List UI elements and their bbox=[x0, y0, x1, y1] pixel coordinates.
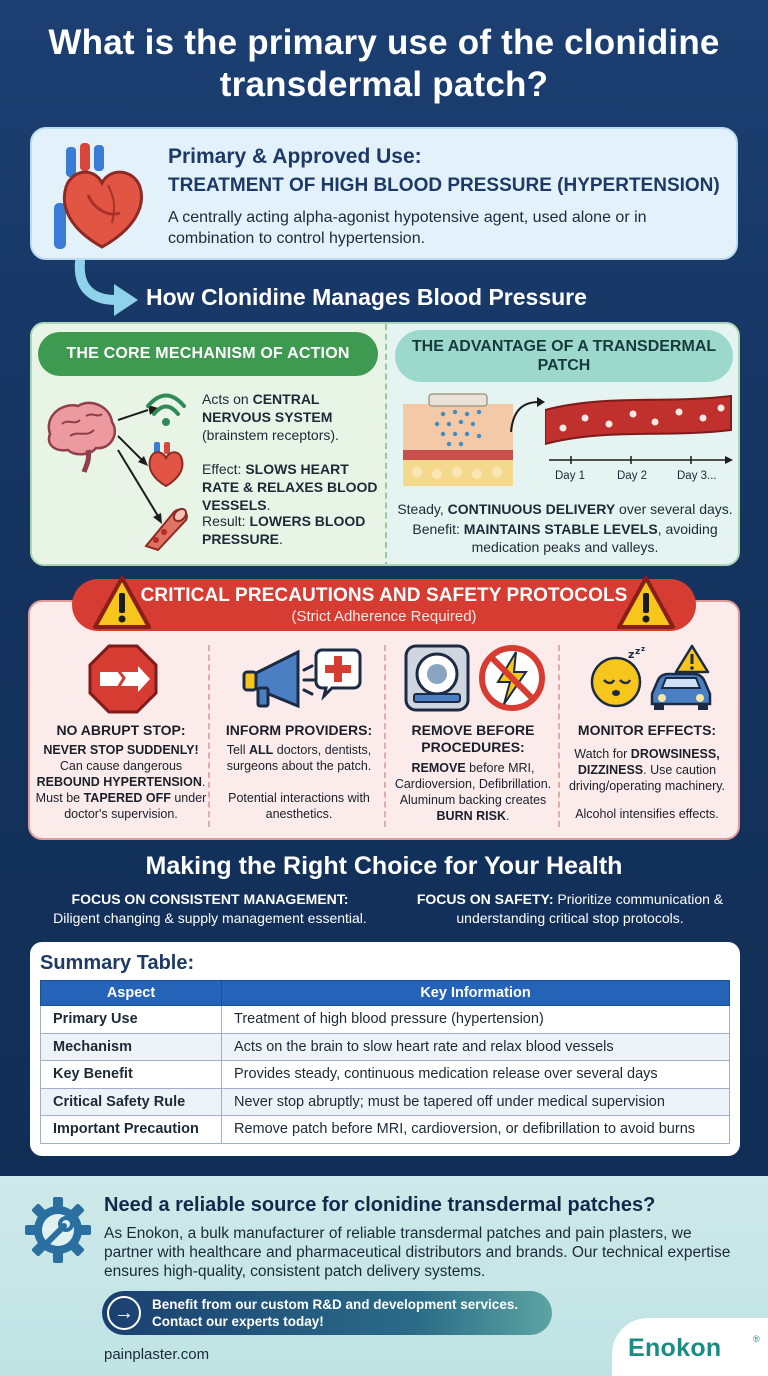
registered-mark: ® bbox=[753, 1334, 760, 1344]
website-link[interactable]: painplaster.com bbox=[104, 1346, 210, 1363]
summary-table bbox=[40, 980, 730, 1144]
cta-heading: Need a reliable source for clonidine transdermal patches? bbox=[104, 1194, 656, 1216]
precaution-body: Tell ALL doctors, dentists, surgeons about the patch. bbox=[226, 743, 372, 773]
skin-patch-icon bbox=[403, 390, 513, 486]
precaution-heading: NO ABRUPT STOP: bbox=[56, 722, 186, 738]
cta-body: As Enokon, a bulk manufacturer of reliable transdermal patches and pain plasters, we partner with healthcare and pharmaceutical distributors and brands. Our technical expertise ensures high-quality, consistent patch delivery systems. bbox=[104, 1225, 731, 1280]
primary-use-card bbox=[30, 127, 738, 260]
summary-card bbox=[30, 942, 740, 1156]
day-label-2: Day 2 bbox=[617, 470, 648, 482]
table-row bbox=[41, 1033, 730, 1061]
table-cell: Key Benefit bbox=[41, 1061, 222, 1089]
precautions-subtitle: (Strict Adherence Required) bbox=[291, 608, 477, 625]
car-warning-icon bbox=[646, 644, 716, 712]
table-cell: Provides steady, continuous medication release over several days bbox=[222, 1061, 730, 1089]
mechanism-step-3: Result: LOWERS BLOOD PRESSURE. bbox=[202, 513, 366, 547]
arrow-right-icon: → bbox=[107, 1296, 141, 1330]
core-mechanism-section bbox=[32, 324, 387, 566]
megaphone-icon bbox=[240, 644, 362, 714]
brain-icon bbox=[40, 394, 120, 474]
cta-button-label: Benefit from our custom R&D and development services. Contact our experts today! bbox=[152, 1297, 519, 1329]
mechanism-step-1: Acts on CENTRAL NERVOUS SYSTEM (brainstem receptors). bbox=[202, 391, 339, 443]
table-cell: Mechanism bbox=[41, 1033, 222, 1061]
no-electricity-icon bbox=[478, 644, 546, 712]
table-cell: Critical Safety Rule bbox=[41, 1088, 222, 1116]
precaution-body: REMOVE before MRI, Cardioversion, Defibrillation. Aluminum backing creates BURN RISK. bbox=[394, 761, 552, 823]
precaution-note: Alcohol intensifies effects. bbox=[575, 807, 719, 821]
precaution-remove-before-procedures bbox=[386, 640, 560, 832]
table-cell: Treatment of high blood pressure (hypertension) bbox=[222, 1006, 730, 1034]
primary-use-description: A centrally acting alpha-agonist hypotensive agent, used alone or in combination to control hypertension. bbox=[168, 209, 647, 247]
table-cell: Primary Use bbox=[41, 1006, 222, 1034]
page-title: What is the primary use of the clonidine transdermal patch? bbox=[48, 23, 720, 104]
warning-icon bbox=[616, 575, 676, 631]
day-label-3: Day 3... bbox=[677, 470, 717, 482]
heart-icon bbox=[50, 143, 154, 253]
brand-logo bbox=[612, 1318, 768, 1376]
gear-wrench-icon bbox=[22, 1194, 94, 1266]
table-cell: Acts on the brain to slow heart rate and relax blood vessels bbox=[222, 1033, 730, 1061]
choice-heading: Making the Right Choice for Your Health bbox=[145, 852, 623, 880]
blood-vessel-timeline bbox=[545, 390, 735, 470]
column-header: Aspect bbox=[41, 981, 222, 1006]
curved-arrow-small bbox=[507, 394, 547, 434]
svg-text:z: z bbox=[628, 648, 635, 661]
precaution-heading: MONITOR EFFECTS: bbox=[577, 722, 717, 738]
table-row bbox=[41, 1061, 730, 1089]
sleepy-face-icon bbox=[590, 646, 648, 708]
table-cell: Never stop abruptly; must be tapered off under medical supervision bbox=[222, 1088, 730, 1116]
mri-scanner-icon bbox=[402, 642, 472, 714]
patch-advantage-title: THE ADVANTAGE OF A TRANSDERMAL PATCH bbox=[395, 330, 733, 382]
table-row bbox=[41, 1006, 730, 1034]
heart-small-icon bbox=[146, 442, 186, 488]
svg-text:z: z bbox=[641, 646, 646, 653]
choice-safety: FOCUS ON SAFETY: Prioritize communication & understanding critical stop protocols. bbox=[416, 891, 724, 926]
summary-title: Summary Table: bbox=[40, 952, 195, 974]
advantage-line-1: Steady, CONTINUOUS DELIVERY over several days. bbox=[397, 501, 733, 517]
divider bbox=[208, 645, 210, 827]
precaution-monitor-effects bbox=[560, 640, 734, 832]
precaution-note: Potential interactions with anesthetics. bbox=[228, 791, 370, 821]
precautions-banner bbox=[72, 579, 696, 631]
warning-icon bbox=[92, 575, 152, 631]
blood-vessel-icon bbox=[140, 506, 192, 552]
stop-sign-icon bbox=[88, 644, 158, 714]
precaution-heading: INFORM PROVIDERS: bbox=[225, 722, 373, 738]
precaution-body: NEVER STOP SUDDENLY! Can cause dangerous REBOUND HYPERTENSION. Must be TAPERED OFF under doctor's supervision. bbox=[35, 743, 207, 821]
precautions-title: CRITICAL PRECAUTIONS AND SAFETY PROTOCOLS bbox=[140, 585, 628, 606]
precaution-heading: REMOVE BEFORE PROCEDURES: bbox=[411, 722, 535, 755]
table-cell: Important Precaution bbox=[41, 1116, 222, 1144]
core-mechanism-title: THE CORE MECHANISM OF ACTION bbox=[38, 332, 378, 376]
signal-icon bbox=[144, 390, 188, 430]
column-header: Key Information bbox=[222, 981, 730, 1006]
precaution-inform-providers bbox=[212, 640, 386, 832]
brand-logo-text: Enokon bbox=[628, 1334, 722, 1362]
mechanism-panel bbox=[30, 322, 740, 566]
advantage-line-2: Benefit: MAINTAINS STABLE LEVELS, avoiding medication peaks and valleys. bbox=[412, 521, 718, 555]
precaution-no-abrupt-stop bbox=[34, 640, 208, 832]
curved-arrow-icon bbox=[66, 260, 142, 318]
how-heading: How Clonidine Manages Blood Pressure bbox=[146, 284, 587, 310]
primary-use-subheading: TREATMENT OF HIGH BLOOD PRESSURE (HYPERTENSION) bbox=[168, 175, 720, 196]
contact-experts-button[interactable] bbox=[102, 1291, 552, 1335]
choice-consistent-management: FOCUS ON CONSISTENT MANAGEMENT: Diligent changing & supply management essential. bbox=[53, 891, 367, 926]
table-row bbox=[41, 1116, 730, 1144]
day-label-1: Day 1 bbox=[555, 470, 586, 482]
svg-text:z: z bbox=[635, 647, 641, 657]
precaution-body: Watch for DROWSINESS, DIZZINESS. Use caution driving/operating machinery. bbox=[568, 747, 726, 793]
table-row bbox=[41, 1088, 730, 1116]
mechanism-step-2: Effect: SLOWS HEART RATE & RELAXES BLOOD VESSELS. bbox=[202, 461, 378, 513]
patch-advantage-section bbox=[387, 324, 740, 566]
primary-use-heading: Primary & Approved Use: bbox=[168, 145, 422, 168]
table-cell: Remove patch before MRI, cardioversion, or defibrillation to avoid burns bbox=[222, 1116, 730, 1144]
